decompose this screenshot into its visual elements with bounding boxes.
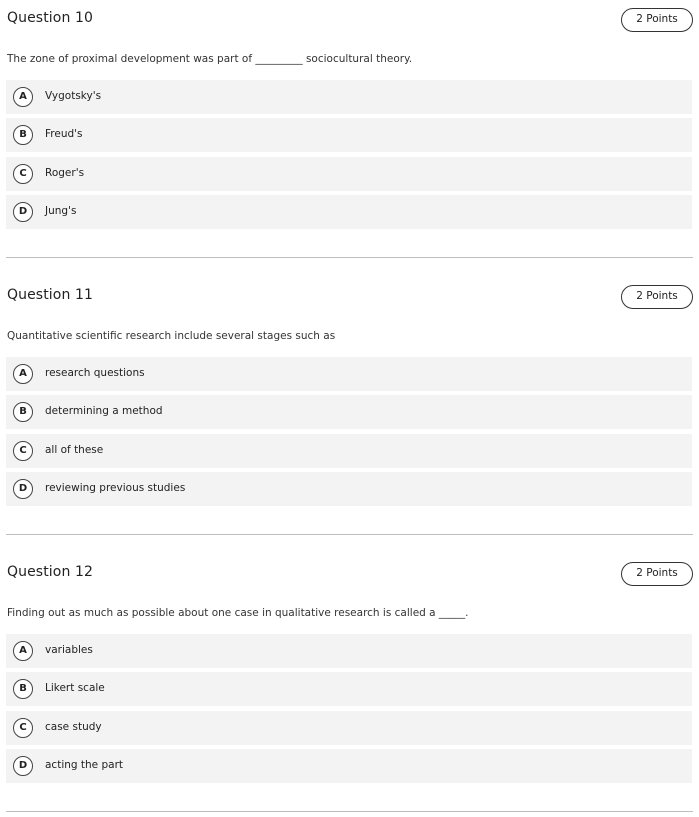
- option-label: all of these: [45, 444, 104, 456]
- option-label: Likert scale: [45, 682, 105, 694]
- points-badge: 2 Points: [621, 562, 693, 586]
- option-a[interactable]: [6, 357, 692, 391]
- option-d[interactable]: [6, 472, 692, 506]
- option-letter-a: A: [13, 364, 33, 384]
- option-label: Roger's: [45, 167, 85, 179]
- option-letter-d: D: [13, 202, 33, 222]
- option-d[interactable]: [6, 749, 692, 783]
- question-10: [0, 2, 699, 279]
- divider: [6, 257, 693, 258]
- option-label: case study: [45, 721, 102, 733]
- option-label: reviewing previous studies: [45, 482, 186, 494]
- option-letter-b: B: [13, 402, 33, 422]
- question-title: Question 10: [7, 10, 93, 26]
- option-d[interactable]: [6, 195, 692, 229]
- points-badge: 2 Points: [621, 285, 693, 309]
- option-letter-d: D: [13, 479, 33, 499]
- question-11: [0, 279, 699, 556]
- option-label: research questions: [45, 367, 145, 379]
- option-letter-c: C: [13, 164, 33, 184]
- option-letter-b: B: [13, 125, 33, 145]
- option-letter-c: C: [13, 718, 33, 738]
- question-text: Finding out as much as possible about one case in qualitative research is called a _____.: [7, 607, 469, 619]
- option-b[interactable]: [6, 395, 692, 429]
- divider: [6, 811, 693, 812]
- option-b[interactable]: [6, 118, 692, 152]
- option-letter-b: B: [13, 679, 33, 699]
- option-label: variables: [45, 644, 93, 656]
- option-c[interactable]: [6, 157, 692, 191]
- question-title: Question 11: [7, 287, 93, 303]
- question-text: Quantitative scientific research include several stages such as: [7, 330, 336, 342]
- option-label: Freud's: [45, 128, 83, 140]
- option-a[interactable]: [6, 80, 692, 114]
- option-letter-a: A: [13, 87, 33, 107]
- option-c[interactable]: [6, 434, 692, 468]
- question-title: Question 12: [7, 564, 93, 580]
- option-letter-c: C: [13, 441, 33, 461]
- option-b[interactable]: [6, 672, 692, 706]
- option-letter-a: A: [13, 641, 33, 661]
- option-a[interactable]: [6, 634, 692, 668]
- option-label: acting the part: [45, 759, 124, 771]
- divider: [6, 534, 693, 535]
- question-12: [0, 556, 699, 817]
- option-label: determining a method: [45, 405, 163, 417]
- option-letter-d: D: [13, 756, 33, 776]
- points-badge: 2 Points: [621, 8, 693, 32]
- option-c[interactable]: [6, 711, 692, 745]
- question-text: The zone of proximal development was part of _________ sociocultural theory.: [7, 53, 413, 65]
- option-label: Jung's: [45, 205, 77, 217]
- option-label: Vygotsky's: [45, 90, 102, 102]
